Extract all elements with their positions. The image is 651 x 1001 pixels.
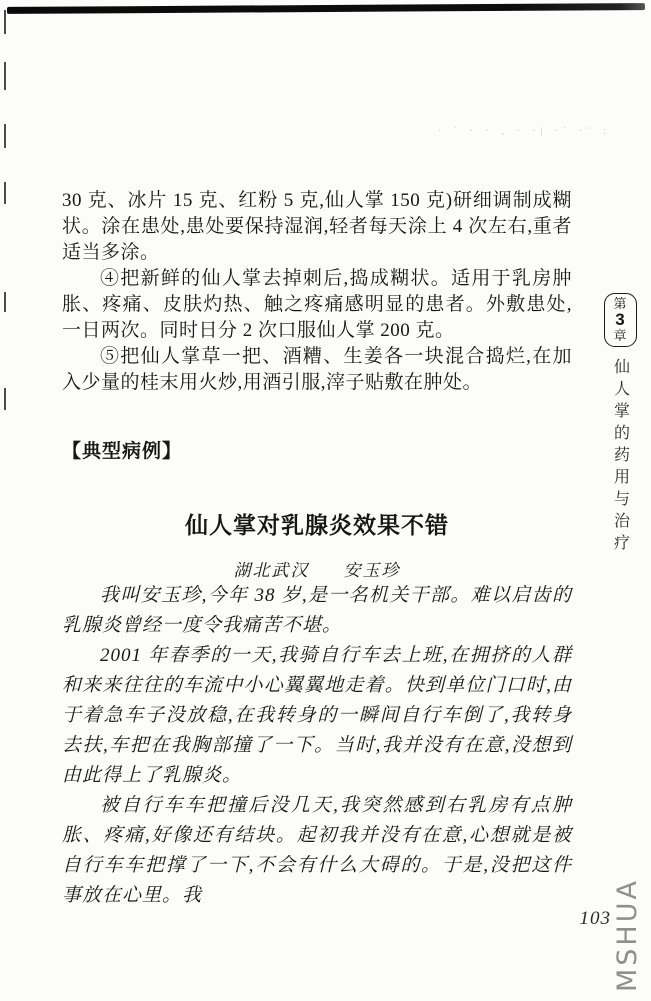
scan-top-edge-line — [7, 3, 645, 14]
case-paragraph: 我叫安玉珍,今年 38 岁,是一名机关干部。难以启齿的乳腺炎曾经一度令我痛苦不堪。 — [62, 585, 572, 636]
case-study-title: 仙人掌对乳腺炎效果不错 — [185, 513, 449, 538]
case-paragraph: 2001 年春季的一天,我骑自行车去上班,在拥挤的人群和来来往往的车流中小心翼翼地走着。快到单位门口时,由于着急车子没放稳,在我转身的一瞬间自行车倒了,我转身去扶,车把在我胸部撞了一下。当时,我并没有在意,没想到由此得上了乳腺炎。 — [62, 645, 572, 786]
author-name: 安玉珍 — [343, 561, 401, 580]
section-header: 【典型病例】 — [62, 441, 183, 462]
faint-running-head: · ´ · · , · ·| ·˙ ·¨ : — [438, 126, 612, 137]
chapter-badge-suffix: 章 — [613, 327, 627, 343]
byline — [62, 556, 572, 581]
body-paragraph: ⑤把仙人掌草一把、酒糟、生姜各一块混合捣烂,在加入少量的桂末用火炒,用酒引服,滓子贴敷在肿处。 — [62, 346, 572, 393]
chapter-badge — [604, 293, 637, 347]
case-paragraph: 被自行车车把撞后没几天,我突然感到右乳房有点肿胀、疼痛,好像还有结块。起初我并没有在意,心想就是被自行车车把撑了一下,不会有什么大碍的。于是,没把这件事放在心里。我 — [62, 795, 572, 906]
chapter-title-vertical: 仙人掌的药用与治疗 — [611, 358, 629, 556]
author-location: 湖北武汉 — [233, 561, 310, 580]
watermark-text: MSHUA — [612, 878, 643, 992]
chapter-sidebar — [601, 293, 639, 573]
scan-artifact-tick — [4, 10, 6, 34]
scan-artifact-tick — [4, 292, 6, 312]
page-number: 103 — [579, 908, 611, 929]
body-paragraph: ④把新鲜的仙人掌去掉刺后,捣成糊状。适用于乳房肿胀、疼痛、皮肤灼热、触之疼痛感明显的患者。外敷患处,一日两次。同时日分 2 次口服仙人掌 200 克。 — [62, 268, 572, 341]
main-text-column — [62, 188, 572, 911]
scan-artifact-tick — [4, 388, 6, 410]
scan-artifact-tick — [4, 62, 6, 90]
body-paragraph: 30 克、冰片 15 克、红粉 5 克,仙人掌 150 克)研细调制成糊状。涂在患处,患处要保持湿润,轻者每天涂上 4 次左右,重者适当多涂。 — [62, 190, 572, 263]
chapter-badge-number: 3 — [615, 310, 625, 330]
chapter-badge-prefix: 第 — [613, 296, 627, 312]
scan-artifact-tick — [4, 182, 6, 204]
scan-artifact-tick — [4, 124, 6, 148]
